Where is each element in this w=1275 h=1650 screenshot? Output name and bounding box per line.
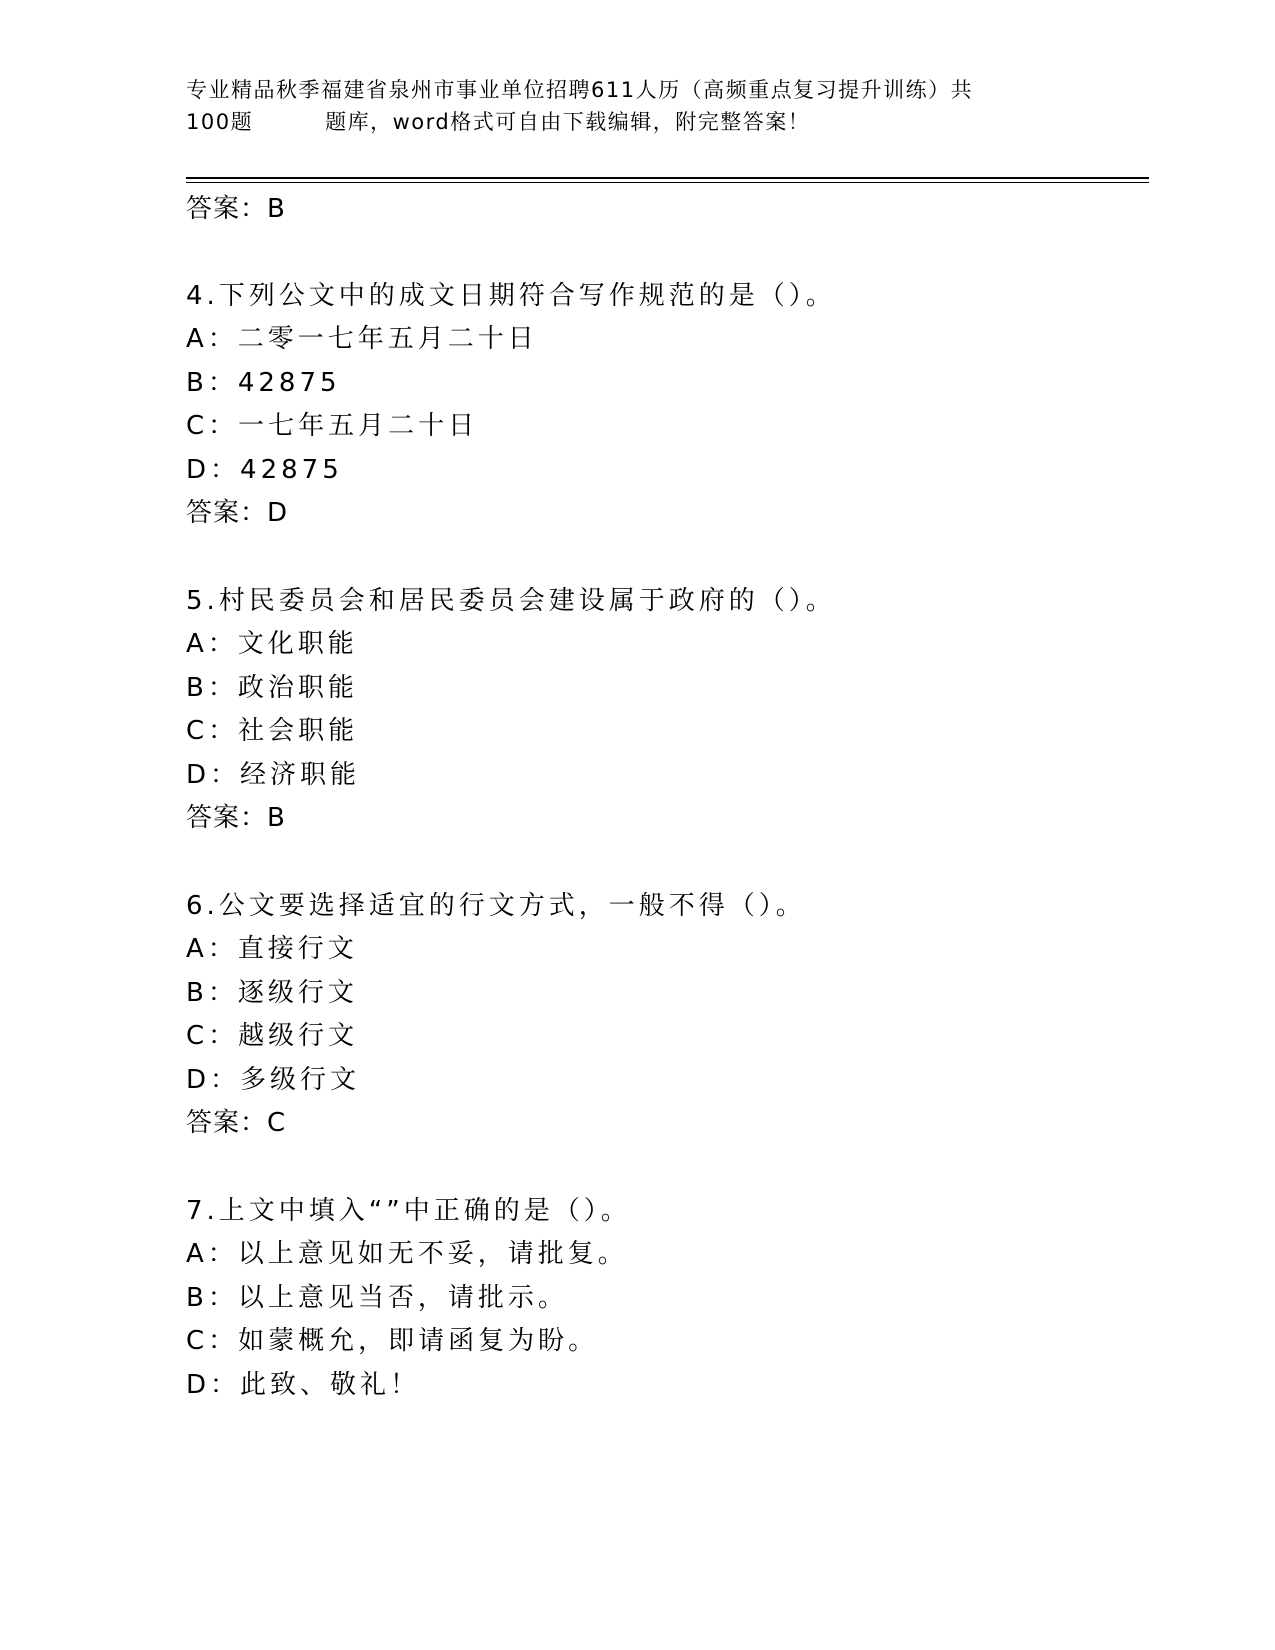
answer-q5: 答案：B [186,803,286,833]
header-question-count: 100题 [186,110,254,134]
question-4-option-b: B：42875 [186,368,341,398]
question-6-option-d: D：多级行文 [186,1065,361,1095]
answer-q4: 答案：D [186,498,289,528]
header-rule-thin [186,182,1149,183]
question-7-option-b: B：以上意见当否，请批示。 [186,1283,568,1313]
page-header [186,74,1086,138]
question-6-option-c: C：越级行文 [186,1021,359,1051]
question-5-option-c: C：社会职能 [186,716,359,746]
header-description: 题库，word格式可自由下载编辑，附完整答案！ [325,110,811,134]
question-5-option-d: D：经济职能 [186,760,361,790]
question-4-option-d: D：42875 [186,455,343,485]
question-7-option-c: C：如蒙概允，即请函复为盼。 [186,1326,599,1356]
answer-q3: 答案：B [186,194,286,224]
question-5-option-a: A：文化职能 [186,629,358,659]
question-5-option-b: B：政治职能 [186,673,358,703]
question-6-stem: 6.公文要选择适宜的行文方式，一般不得（）。 [186,891,806,921]
question-6-option-a: A：直接行文 [186,934,358,964]
question-4-option-a: A：二零一七年五月二十日 [186,324,538,354]
question-5-stem: 5.村民委员会和居民委员会建设属于政府的（）。 [186,586,836,616]
question-7-option-a: A：以上意见如无不妥，请批复。 [186,1239,628,1269]
question-7-option-d: D：此致、敬礼！ [186,1370,421,1400]
header-title-line2 [186,106,1086,138]
question-4-stem: 4.下列公文中的成文日期符合写作规范的是（）。 [186,281,836,311]
header-title-line1: 专业精品秋季福建省泉州市事业单位招聘611人历（高频重点复习提升训练）共 [186,78,974,102]
question-6-option-b: B：逐级行文 [186,978,358,1008]
question-4-option-c: C：一七年五月二十日 [186,411,479,441]
question-7-stem: 7.上文中填入“”中正确的是（）。 [186,1196,631,1226]
answer-q6: 答案：C [186,1108,287,1138]
header-rule-thick [186,177,1149,179]
